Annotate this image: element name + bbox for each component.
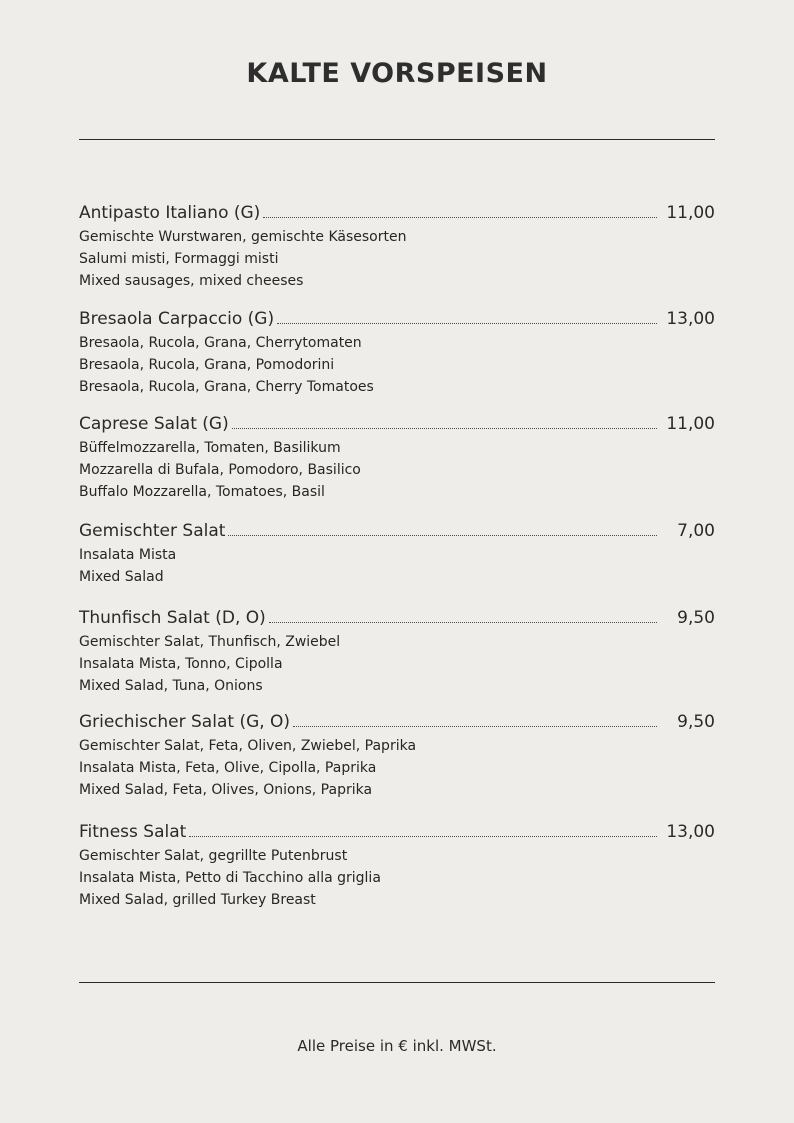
description-line: Gemischte Wurstwaren, gemischte Käsesorten [79, 229, 407, 245]
bottom-divider [79, 982, 715, 983]
description-line: Bresaola, Rucola, Grana, Pomodorini [79, 357, 335, 373]
menu-item-price: 11,00 [666, 414, 715, 434]
description-line: Mixed sausages, mixed cheeses [79, 273, 304, 289]
menu-item-description [79, 631, 715, 697]
menu-item-description [79, 735, 715, 801]
menu-item-name: Gemischter Salat [79, 521, 226, 541]
menu-item-description [79, 544, 715, 588]
menu-item-price: 7,00 [677, 521, 715, 541]
description-line: Insalata Mista, Petto di Tacchino alla griglia [79, 870, 381, 886]
menu-item-header [79, 604, 715, 628]
menu-item-name: Antipasto Italiano (G) [79, 203, 261, 223]
menu-item-price: 11,00 [666, 203, 715, 223]
description-line: Buffalo Mozzarella, Tomatoes, Basil [79, 484, 325, 500]
menu-item-header [79, 818, 715, 842]
menu-item-price: 9,50 [677, 712, 715, 732]
menu-item [79, 199, 715, 292]
menu-item-description [79, 845, 715, 911]
description-line: Gemischter Salat, gegrillte Putenbrust [79, 848, 348, 864]
dotted-leader [277, 323, 657, 324]
menu-item-name: Thunfisch Salat (D, O) [79, 608, 266, 628]
menu-item-price: 9,50 [677, 608, 715, 628]
menu-item-name: Fitness Salat [79, 822, 187, 842]
dotted-leader [263, 217, 657, 218]
menu-item-price: 13,00 [666, 309, 715, 329]
description-line: Mixed Salad, Tuna, Onions [79, 678, 263, 694]
menu-item [79, 517, 715, 588]
menu-item [79, 410, 715, 503]
dotted-leader [228, 535, 657, 536]
description-line: Mixed Salad, grilled Turkey Breast [79, 892, 316, 908]
price-note: Alle Preise in € inkl. MWSt. [297, 1037, 497, 1055]
description-line: Mixed Salad [79, 569, 164, 585]
menu-item-description [79, 226, 715, 292]
menu-item-price: 13,00 [666, 822, 715, 842]
menu-item-header [79, 199, 715, 223]
page-title: KALTE VORSPEISEN [246, 58, 548, 89]
menu-item [79, 818, 715, 911]
menu-item-name: Caprese Salat (G) [79, 414, 229, 434]
menu-item [79, 604, 715, 697]
menu-item-description [79, 437, 715, 503]
dotted-leader [189, 836, 657, 837]
top-divider [79, 139, 715, 140]
description-line: Gemischter Salat, Thunfisch, Zwiebel [79, 634, 341, 650]
description-line: Gemischter Salat, Feta, Oliven, Zwiebel, Paprika [79, 738, 417, 754]
menu-item-header [79, 517, 715, 541]
description-line: Büffelmozzarella, Tomaten, Basilikum [79, 440, 341, 456]
menu-item-header [79, 305, 715, 329]
description-line: Mozzarella di Bufala, Pomodoro, Basilico [79, 462, 361, 478]
description-line: Insalata Mista, Tonno, Cipolla [79, 656, 283, 672]
menu-item [79, 708, 715, 801]
menu-item-name: Bresaola Carpaccio (G) [79, 309, 275, 329]
description-line: Mixed Salad, Feta, Olives, Onions, Paprika [79, 782, 373, 798]
menu-item-description [79, 332, 715, 398]
dotted-leader [269, 622, 657, 623]
menu-item-name: Griechischer Salat (G, O) [79, 712, 291, 732]
description-line: Salumi misti, Formaggi misti [79, 251, 279, 267]
dotted-leader [293, 726, 657, 727]
dotted-leader [232, 428, 657, 429]
description-line: Bresaola, Rucola, Grana, Cherrytomaten [79, 335, 362, 351]
description-line: Bresaola, Rucola, Grana, Cherry Tomatoes [79, 379, 374, 395]
menu-item [79, 305, 715, 398]
description-line: Insalata Mista, Feta, Olive, Cipolla, Paprika [79, 760, 377, 776]
menu-item-header [79, 708, 715, 732]
description-line: Insalata Mista [79, 547, 177, 563]
menu-item-header [79, 410, 715, 434]
